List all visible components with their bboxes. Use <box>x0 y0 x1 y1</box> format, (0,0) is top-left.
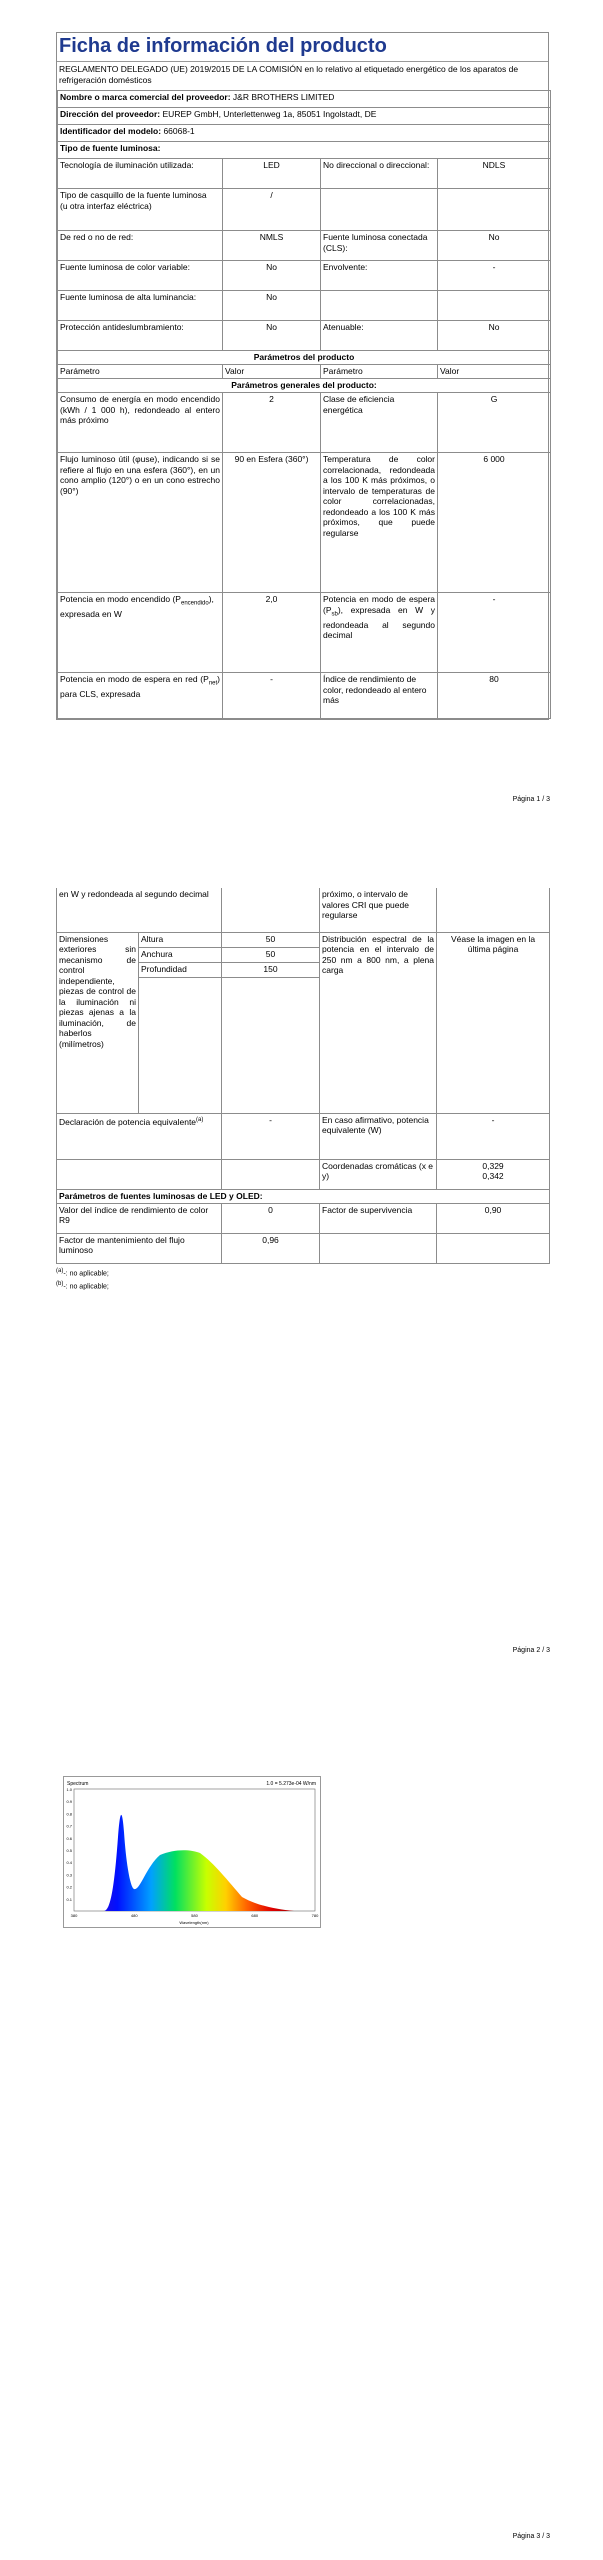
coord-x: 0,329 <box>482 1160 504 1171</box>
standby-label-end: ), expresada en W y redondeada al segundo decimal <box>323 604 435 641</box>
flux-label: Flujo luminoso útil (φuse), indicando si se refiere al flujo en una esfera (360°), en un cono amplio (120°) o en un cono estrecho (90°) <box>58 453 223 593</box>
equiv-power-value: - <box>437 1113 550 1159</box>
page-title: Ficha de información del producto <box>59 35 387 57</box>
cont-left-text: en W y redondeada al segundo decimal <box>57 888 222 932</box>
efficiency-value: G <box>438 393 551 453</box>
general-header: Parámetros generales del producto: <box>58 379 551 393</box>
spectrum-curve <box>74 1815 315 1911</box>
standby-value: - <box>438 593 551 673</box>
equiv-label: Declaración de potencia equivalente <box>59 1116 197 1127</box>
cct-value: 6 000 <box>438 453 551 593</box>
cap-label: Tipo de casquillo de la fuente luminosa <box>60 190 207 200</box>
connected-value: No <box>438 231 551 261</box>
net-label: Potencia en modo de espera en red (P <box>60 674 209 684</box>
regulation-intro: REGLAMENTO DELEGADO (UE) 2019/2015 DE LA COMISIÓN en lo relativo al etiquetado energético de los aparatos de refrigeración domésticos <box>57 61 548 90</box>
spectrum-chart <box>63 1776 321 1928</box>
spectrum-xtick: 380 <box>70 1913 78 1918</box>
energy-value: 2 <box>223 393 321 453</box>
equiv-power-label: En caso afirmativo, potencia equivalente (W) <box>320 1113 437 1159</box>
spectrum-xtick: 580 <box>191 1913 198 1918</box>
colour-label: Fuente luminosa de color variable: <box>58 261 223 291</box>
standby-label: Potencia en modo de espera (P <box>323 594 435 615</box>
page-2-sheet <box>56 888 549 1292</box>
dims-label: Dimensiones exteriores sin mecanismo de control independiente, piezas de control de la iluminación ni piezas ajenas a la iluminación, de haberlos (milímetros) <box>57 932 139 1113</box>
r9-label: Valor del índice de rendimiento de color R9 <box>57 1203 222 1233</box>
net-label-end: ) para CLS, expresada <box>60 674 220 700</box>
cri-value: 80 <box>438 673 551 719</box>
on-power-sub: encendido <box>180 600 209 607</box>
glare-value: No <box>223 321 321 351</box>
spectrum-ytick: 0.8 <box>66 1811 72 1817</box>
coords-label: Coordenadas cromáticas (x e y) <box>320 1159 437 1189</box>
spectrum-xtick: 680 <box>251 1913 259 1918</box>
glare-label: Protección antideslumbramiento: <box>58 321 223 351</box>
col-value-1: Valor <box>223 365 321 379</box>
dimmable-label: Atenuable: <box>321 321 438 351</box>
mains-value: NMLS <box>223 231 321 261</box>
coord-y: 0,342 <box>482 1171 504 1181</box>
height-label: Altura <box>139 932 222 947</box>
footnote-b-text: -: no aplicable; <box>63 1283 109 1291</box>
source-type-label: Tipo de fuente luminosa: <box>58 142 551 159</box>
cap-label-note: (u otra interfaz eléctrica) <box>60 200 152 211</box>
product-info-table-continued <box>56 888 550 1264</box>
footnote-a-mark: (a) <box>56 1267 64 1274</box>
r9-value: 0 <box>222 1203 320 1233</box>
height-value: 50 <box>222 932 320 947</box>
spd-label: Distribución espectral de la potencia en el intervalo de 250 nm a 800 nm, a plena carga <box>320 932 437 1113</box>
on-power-label-end: ), expresada en W <box>60 594 214 620</box>
spectrum-svg <box>64 1777 320 1927</box>
spectrum-ytick: 0.2 <box>66 1884 72 1890</box>
cap-value: / <box>223 189 321 231</box>
footnote-b-mark: (b) <box>56 1280 64 1287</box>
spectrum-ytick: 0.7 <box>66 1823 72 1829</box>
page-number-2: Página 2 / 3 <box>512 1647 550 1654</box>
connected-label: Fuente luminosa conectada (CLS): <box>321 231 438 261</box>
net-sub: net <box>208 680 218 687</box>
high-luminance-value: No <box>223 291 321 321</box>
mains-label: De red o no de red: <box>58 231 223 261</box>
survival-label: Factor de supervivencia <box>320 1203 437 1233</box>
col-param-1: Parámetro <box>58 365 223 379</box>
envelope-label: Envolvente: <box>321 261 438 291</box>
energy-label: Consumo de energía en modo encendido (kWh / 1 000 h), redondeado al entero más próximo <box>58 393 223 453</box>
spectrum-info: 1.0 = 5.273e-04 W/nm <box>266 1781 316 1787</box>
spectrum-xlabel: Wavelength(nm) <box>179 1920 209 1925</box>
on-power-value: 2,0 <box>223 593 321 673</box>
model-value: 66068-1 <box>163 126 195 136</box>
footnote-a-text: -: no aplicable; <box>63 1269 109 1277</box>
page-number-1: Página 1 / 3 <box>512 796 550 803</box>
supplier-label: Nombre o marca comercial del proveedor: <box>60 92 231 102</box>
width-label: Anchura <box>139 947 222 962</box>
footnote-b <box>56 1279 549 1292</box>
model-label: Identificador del modelo: <box>60 126 162 136</box>
tech-value: LED <box>223 159 321 189</box>
spectrum-title: Spectrum <box>67 1781 89 1787</box>
depth-value: 150 <box>222 962 320 977</box>
on-power-label: Potencia en modo encendido (P <box>60 594 181 604</box>
col-value-2: Valor <box>438 365 551 379</box>
standby-sub: sb <box>331 611 338 618</box>
page-number-3: Página 3 / 3 <box>512 2533 550 2540</box>
params-header: Parámetros del producto <box>58 351 551 365</box>
led-header: Parámetros de fuentes luminosas de LED y OLED: <box>57 1189 550 1203</box>
spectrum-ytick: 0.5 <box>66 1848 72 1853</box>
spectrum-ytick: 0.3 <box>66 1872 72 1878</box>
survival-value: 0,90 <box>437 1203 550 1233</box>
supplier-value: J&R BROTHERS LIMITED <box>232 92 335 102</box>
spectrum-ytick: 0.9 <box>66 1799 72 1805</box>
spectrum-xtick: 780 <box>311 1913 319 1918</box>
width-value: 50 <box>222 947 320 962</box>
address-label: Dirección del proveedor: <box>60 109 161 119</box>
equiv-sup: (a) <box>196 1116 204 1123</box>
cct-label: Temperatura de color correlacionada, redondeada a los 100 K más próximos, o intervalo de temperaturas de color correlacionadas, redondeado a los 100 K más próximos, que puede regularse <box>321 453 438 593</box>
page-break-1 <box>0 788 603 888</box>
col-param-2: Parámetro <box>321 365 438 379</box>
tech-label: Tecnología de iluminación utilizada: <box>58 159 223 189</box>
address-value: EUREP GmbH, Unterlettenweg 1a, 85051 Ingolstadt, DE <box>162 109 377 119</box>
spectrum-ytick: 1.0 <box>66 1787 72 1792</box>
directional-label: No direccional o direccional: <box>321 159 438 189</box>
page-1-sheet <box>56 32 549 720</box>
spectrum-ytick: 0.6 <box>66 1835 72 1841</box>
product-info-table <box>57 90 551 719</box>
spectrum-ytick: 0.1 <box>66 1896 72 1902</box>
colour-value: No <box>223 261 321 291</box>
dimmable-value: No <box>438 321 551 351</box>
spectrum-ytick: 0.4 <box>66 1860 72 1866</box>
flux-value: 90 en Esfera (360°) <box>223 453 321 593</box>
cont-right-text: próximo, o intervalo de valores CRI que puede regularse <box>320 888 437 932</box>
spd-value: Véase la imagen en la última página <box>437 932 550 1113</box>
envelope-value: - <box>438 261 551 291</box>
maint-value: 0,96 <box>222 1233 320 1263</box>
equiv-value: - <box>222 1113 320 1159</box>
efficiency-label: Clase de eficiencia energética <box>321 393 438 453</box>
net-value: - <box>223 673 321 719</box>
high-luminance-label: Fuente luminosa de alta luminancia: <box>58 291 223 321</box>
spectrum-xtick: 480 <box>130 1913 138 1918</box>
cri-label: Índice de rendimiento de color, redondeado al entero más <box>321 673 438 719</box>
maint-label: Factor de mantenimiento del flujo luminoso <box>57 1233 222 1263</box>
directional-value: NDLS <box>438 159 551 189</box>
footnote-a <box>56 1266 549 1279</box>
depth-label: Profundidad <box>139 962 222 977</box>
